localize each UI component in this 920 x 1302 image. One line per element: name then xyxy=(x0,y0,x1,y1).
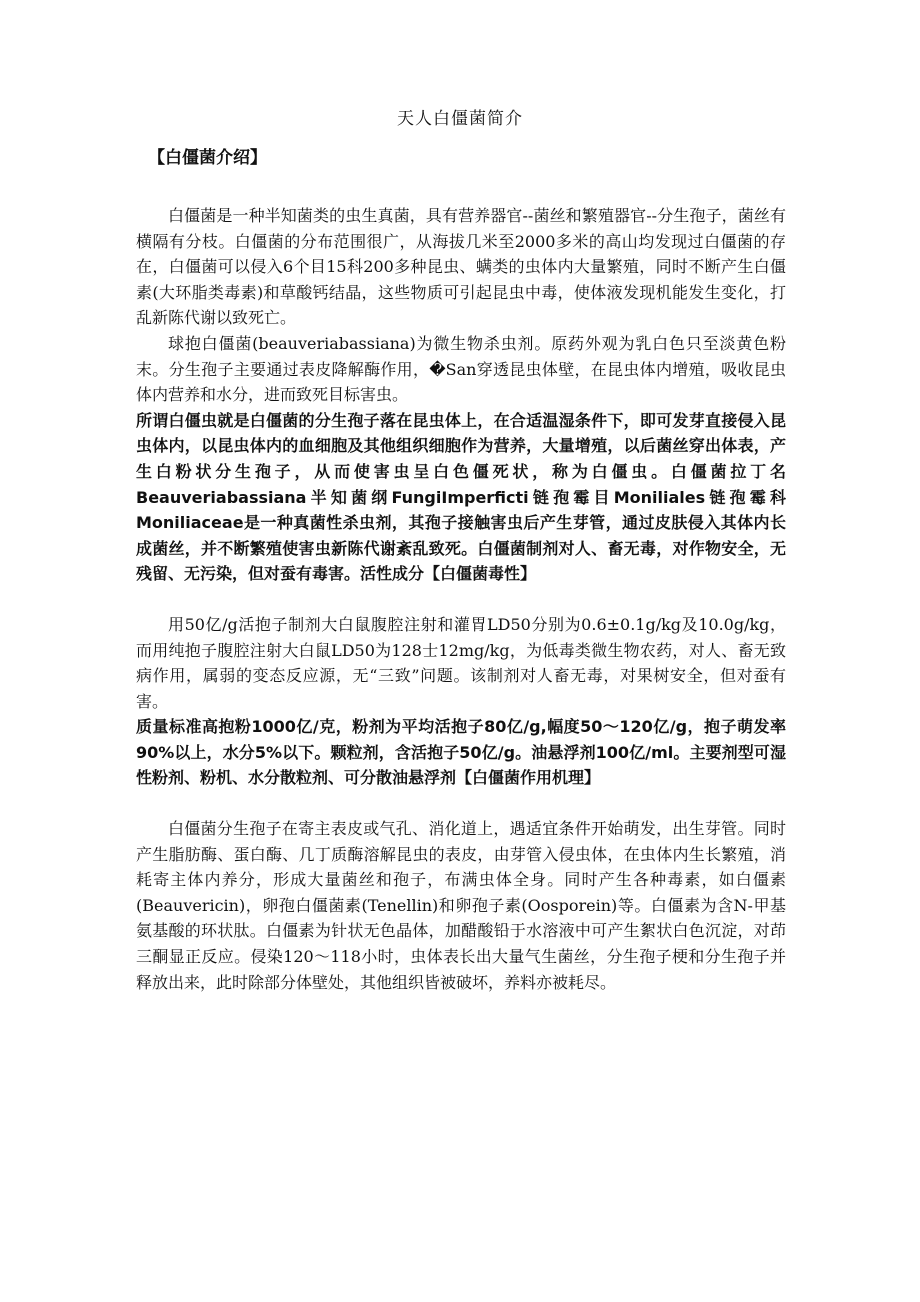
paragraph-spacer xyxy=(136,791,786,816)
paragraph-mechanism: 白僵菌分生孢子在寄主表皮或气孔、消化道上，遇适宜条件开始萌发，出生芽管。同时产生脂肪酶、蛋白酶、几丁质酶溶解昆虫的表皮，由芽管入侵虫体，在虫体内生长繁殖，消耗寄主体内养分，形成大量菌丝和孢子，布满虫体全身。同时产生各种毒素，如白僵素(Beauvericin)，卵孢白僵菌素(Tenellin)和卵孢子素(Oosporein)等。白僵素为含N-甲基氨基酸的环状肽。白僵素为针状无色晶体，加醋酸铅于水溶液中可产生絮状白色沉淀，对茚三酮显正反应。侵染120～118小时，虫体表长出大量气生菌丝，分生孢子梗和分生孢子并释放出来，此时除部分体壁处，其他组织皆被破坏，养料亦被耗尽。 xyxy=(136,819,786,992)
paragraph-beauveria-bassiana: 球抱白僵菌(beauveriabassiana)为微生物杀虫剂。原药外观为乳白色只至淡黄色粉末。分生孢子主要通过表皮降解酶作用，�San穿透昆虫体壁，在昆虫体内增殖，吸收昆虫体内营养和水分，进而致死目标害虫。 xyxy=(136,333,786,405)
paragraph-toxicity: 用50亿/g活抱子制剂大白鼠腹腔注射和灌胃LD50分别为0.6±0.1g/kg及10.0g/kg，而用纯抱子腹腔注射大白鼠LD50为128士12mg/kg，为低毒类微生物农药，对人、畜无致病作用，属弱的变态反应源，无“三致”问题。该制剂对人畜无毒，对果树安全，但对蚕有害。 xyxy=(136,614,786,711)
paragraph-bold-quality-standard: 质量标准高抱粉1000亿/克，粉剂为平均活抱子80亿/g,幅度50～120亿/g，抱子萌发率90%以上，水分5%以下。颗粒剂，含活抱子50亿/g。油悬浮剂100亿/ml。主要剂型可湿性粉剂、粉机、水分散粒剂、可分散油悬浮剂【白僵菌作用机理】 xyxy=(136,717,786,788)
paragraph-spacer xyxy=(136,587,786,612)
document-title: 天人白僵菌简介 xyxy=(397,109,523,129)
section-heading-introduction: 【白僵菌介绍】 xyxy=(148,148,267,168)
paragraph-intro: 白僵菌是一种半知菌类的虫生真菌，具有营养器官--菌丝和繁殖器官--分生孢子，菌丝有横隔有分枝。白僵菌的分布范围很广，从海拔几米至2000多米的高山均发现过白僵菌的存在，白僵菌可以侵入6个目15科200多种昆虫、螨类的虫体内大量繁殖，同时不断产生白僵素(大环脂类毒素)和草酸钙结晶，这些物质可引起昆虫中毒，使体液发现机能发生变化，打乱新陈代谢以致死亡。 xyxy=(136,206,786,328)
document-body xyxy=(136,203,786,995)
paragraph-bold-description: 所谓白僵虫就是白僵菌的分生孢子落在昆虫体上，在合适温湿条件下，即可发芽直接侵入昆虫体内，以昆虫体内的血细胞及其他组织细胞作为营养，大量增殖，以后菌丝穿出体表，产生白粉状分生孢子，从而使害虫呈白色僵死状，称为白僵虫。白僵菌拉丁名Beauveriabassiana半知菌纲FungiImperficti链孢霉目Moniliales链孢霉科Moniliaceae是一种真菌性杀虫剂，其孢子接触害虫后产生芽管，通过皮肤侵入其体内长成菌丝，并不断繁殖使害虫新陈代谢紊乱致死。白僵菌制剂对人、畜无毒，对作物安全，无残留、无污染，但对蚕有毒害。活性成分【白僵菌毒性】 xyxy=(136,410,786,584)
